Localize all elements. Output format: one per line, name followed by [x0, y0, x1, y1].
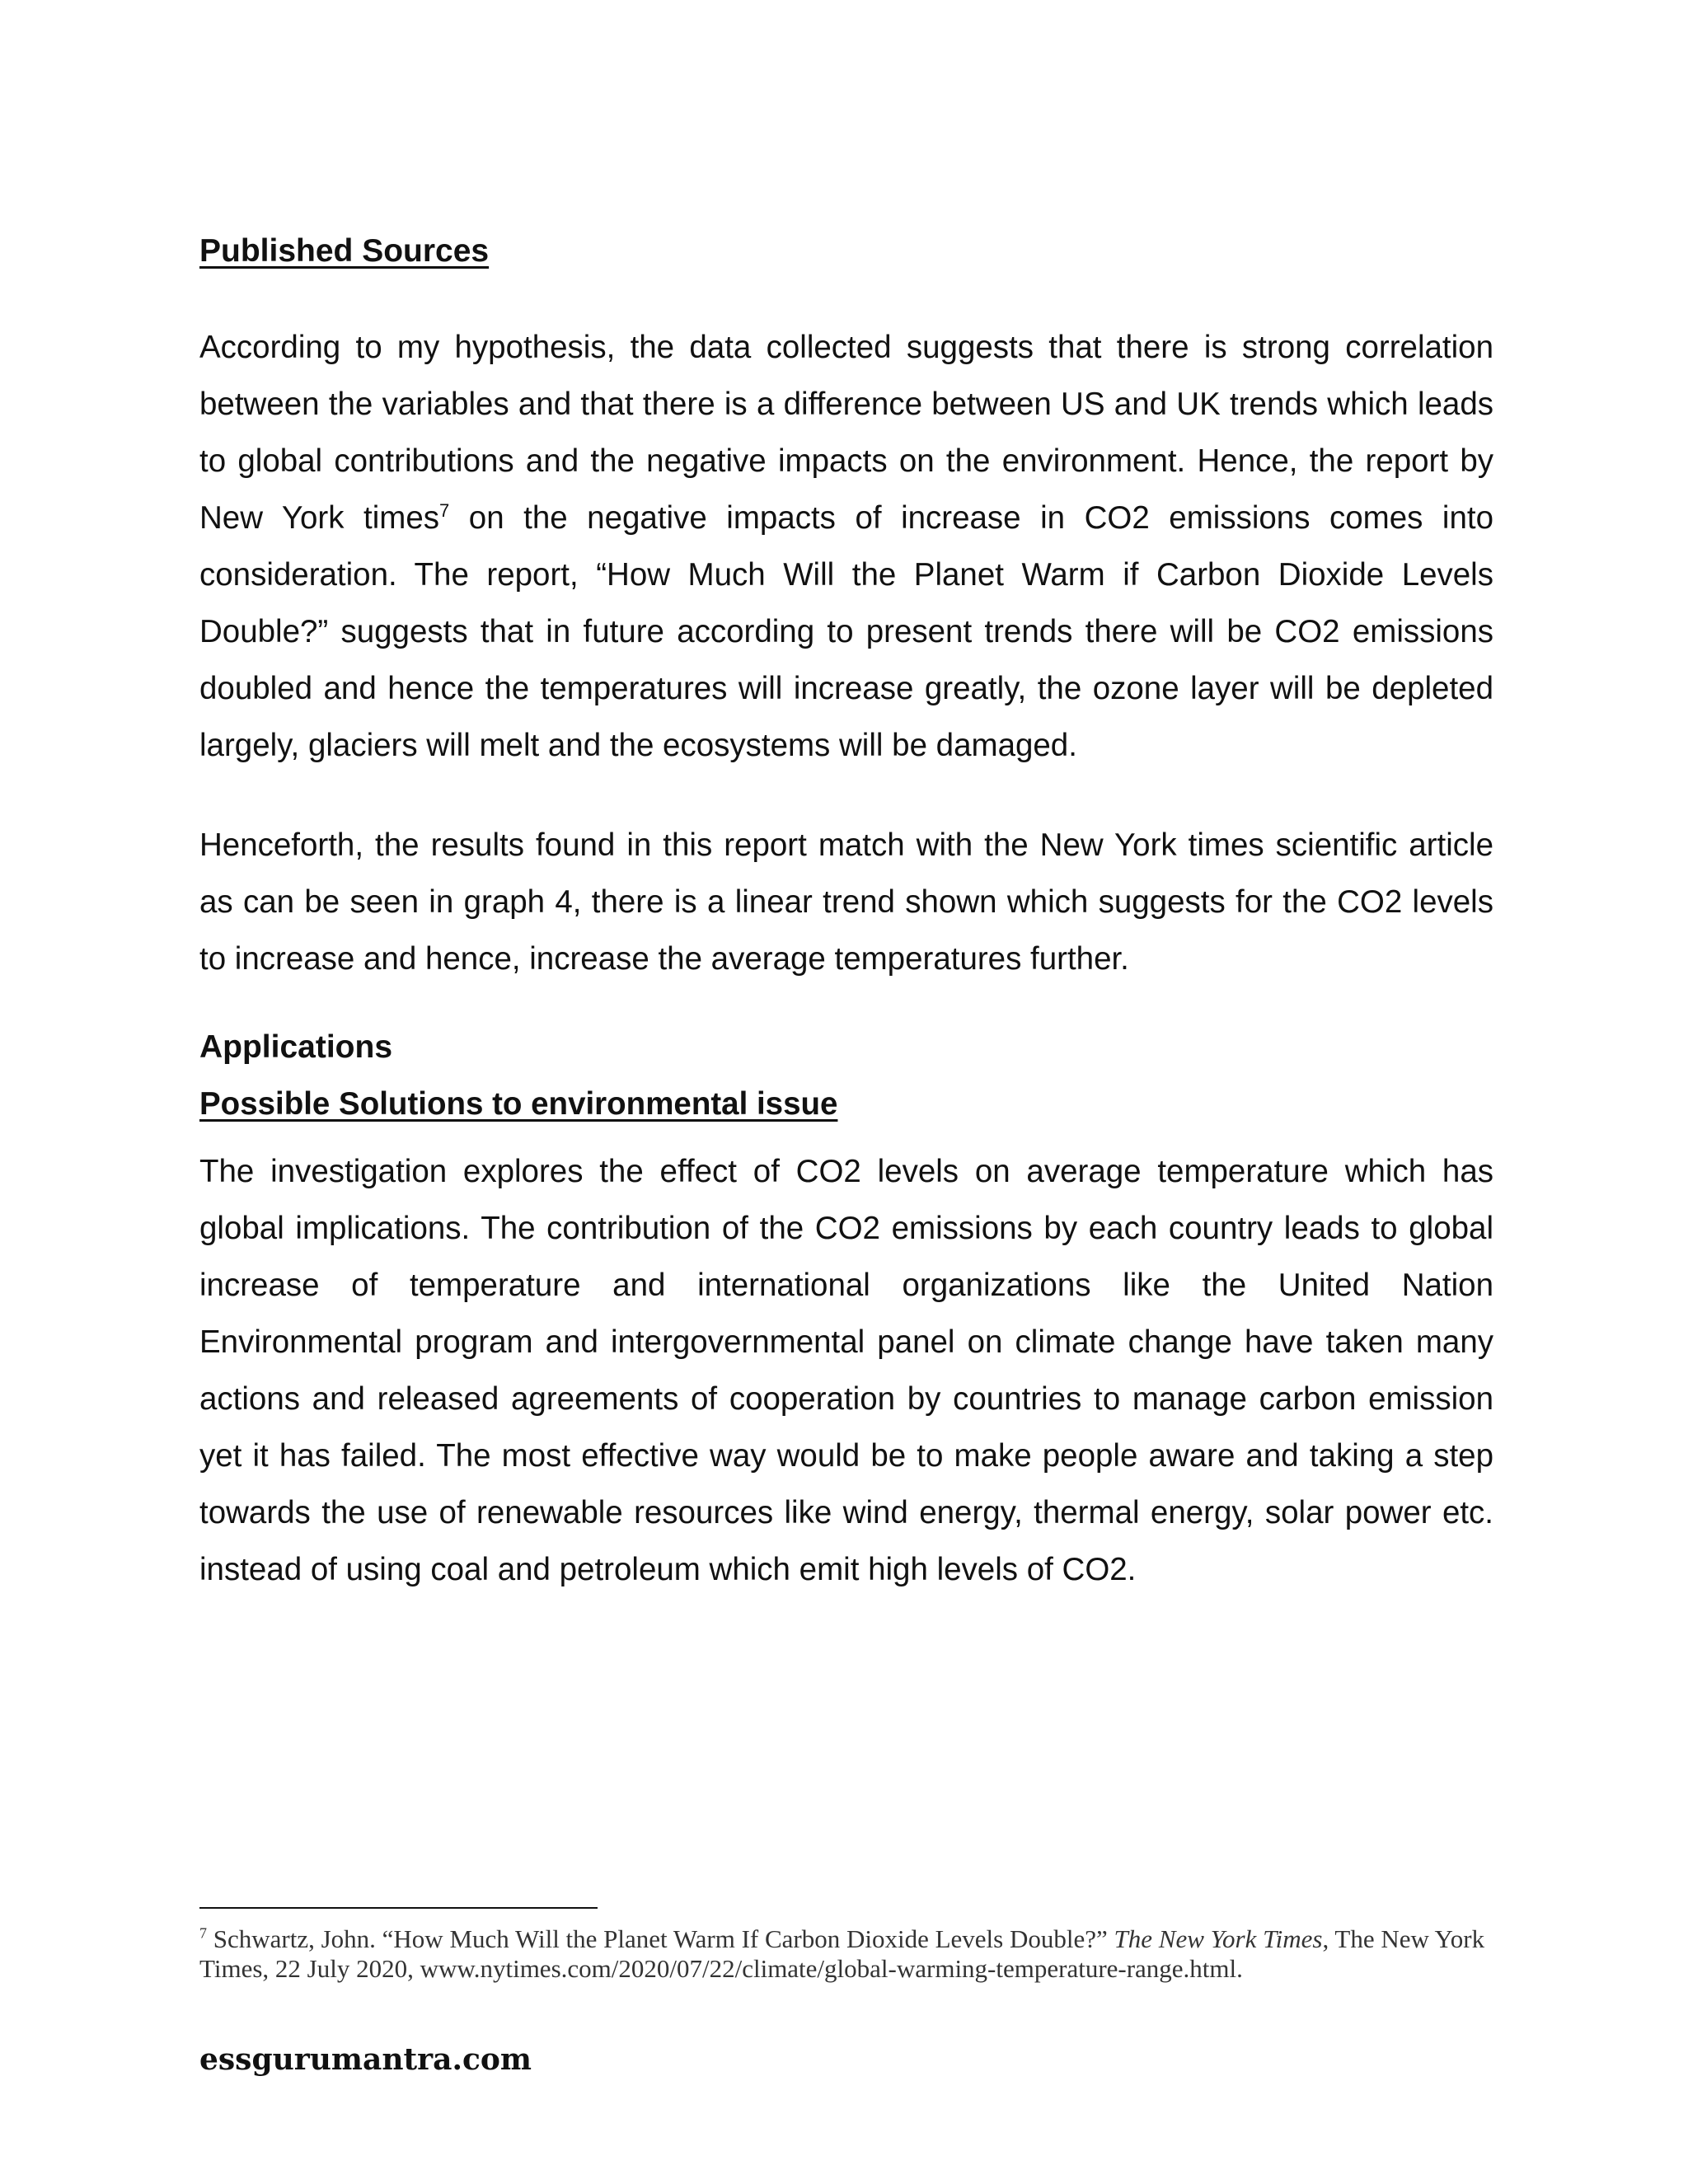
investigation-paragraph: The investigation explores the effect of CO2 levels on average temperature which has global implications. The contribution of the CO2 emissions by each country leads to global increase of temperature and international organizations like the United Nation Environmental program and intergovernmental panel on climate change have taken many actions and released agreements of cooperation by countries to manage carbon emission yet it has failed. The most effective way would be to make people aware and taking a step towards the use of renewable resources like wind energy, thermal energy, solar power etc. instead of using coal and petroleum which emit high levels of CO2. — [199, 1154, 1493, 1587]
site-watermark: essgurumantra.com — [199, 2042, 532, 2077]
footnote-mark: 7 — [199, 1924, 207, 1942]
hypothesis-paragraph — [199, 319, 1493, 774]
footnote-text: Schwartz, John. “How Much Will the Planet Warm If Carbon Dioxide Levels Double?” — [207, 1924, 1114, 1953]
applications-heading: Applications — [199, 1029, 393, 1065]
paragraph-text: on the negative impacts of increase in CO2 emissions comes into consideration. The report, “How Much Will the Planet Warm if Carbon Dioxide Levels Double?” suggests that in future according to present trends there will be CO2 emissions doubled and hence the temperatures will increase greatly, the ozone layer will be depleted largely, glaciers will melt and the ecosystems will be damaged. — [199, 500, 1493, 763]
footnote-publication: The New York Times — [1114, 1924, 1323, 1953]
possible-solutions-subheading: Possible Solutions to environmental issue — [199, 1086, 838, 1122]
footnote-text-tail: , The New York Times, 22 July 2020, www.nytimes.com/2020/07/22/climate/global-warming-temperature-range.html. — [199, 1924, 1485, 1983]
paragraph-text: According to my hypothesis, the data collected suggests that there is strong correlation between the variables and that there is a difference between US and UK trends which leads to global contributions and the negative impacts on the environment. Hence, the report by New York times — [199, 330, 1493, 536]
footnote-reference[interactable]: 7 — [439, 500, 450, 522]
published-sources-heading: Published Sources — [199, 233, 490, 269]
footnote-separator — [199, 1907, 598, 1909]
footnote — [199, 1924, 1493, 1984]
results-paragraph: Henceforth, the results found in this report match with the New York times scientific article as can be seen in graph 4, there is a linear trend shown which suggests for the CO2 levels to increase and hence, increase the average temperatures further. — [199, 827, 1493, 977]
